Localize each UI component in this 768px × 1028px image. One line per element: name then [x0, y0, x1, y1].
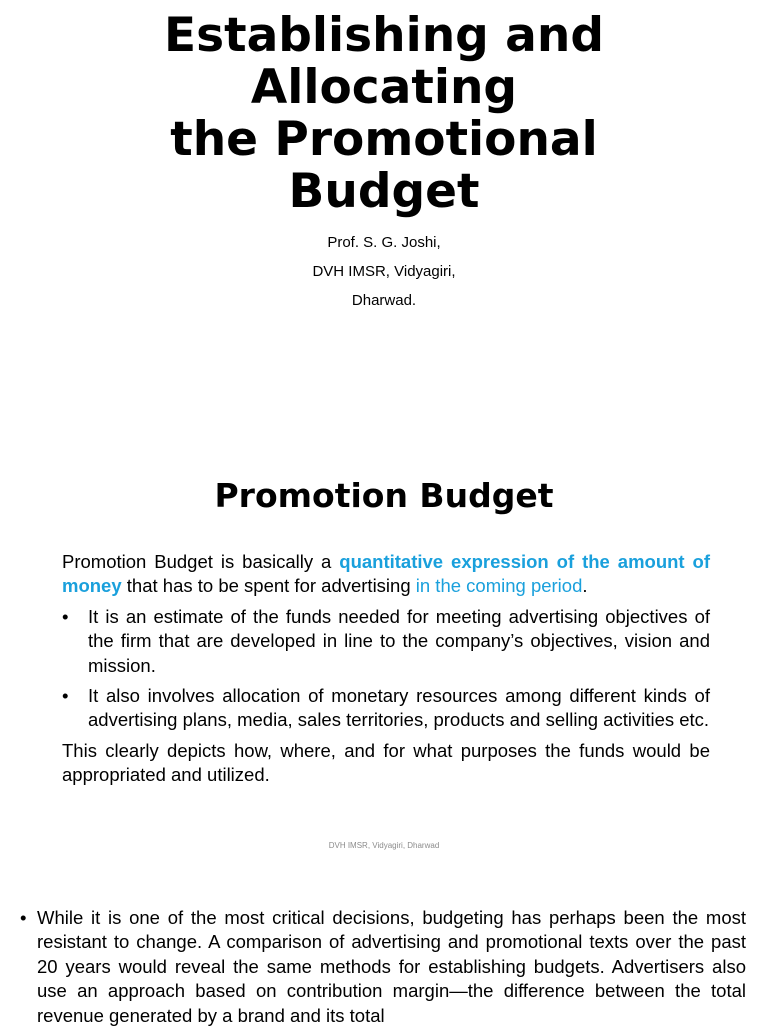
author-city: Dharwad.: [351, 292, 417, 309]
bullet-list: [62, 605, 710, 733]
author-info: [0, 228, 768, 315]
title-slide: [0, 0, 768, 440]
presentation-title: [0, 10, 768, 218]
author-name: Prof. S. G. Joshi,: [327, 234, 441, 251]
highlight-bold-text: quantitative expression of the amount of money: [62, 551, 710, 597]
bullet-icon: •: [20, 907, 27, 928]
title-line: Budget: [288, 164, 480, 219]
slide-footer: DVH IMSR, Vidyagiri, Dharwad: [328, 841, 440, 850]
bullet-text: It is an estimate of the funds needed for meeting advertising objectives of the firm that are developed in line to the company’s objectives, vision and mission.: [88, 605, 710, 676]
intro-text: Promotion Budget is basically a: [62, 551, 340, 572]
promotion-budget-slide: [0, 448, 768, 868]
intro-text: that has to be spent for advertising: [121, 575, 416, 597]
list-item: [62, 605, 710, 678]
budgeting-slide: [0, 868, 768, 1024]
author-institute: DVH IMSR, Vidyagiri,: [312, 263, 456, 280]
slide-title: Promotion Budget: [214, 476, 554, 515]
title-line: Allocating: [250, 60, 518, 115]
intro-paragraph: [62, 550, 710, 599]
highlight-text: in the coming period: [415, 575, 583, 597]
title-line: Establishing and: [164, 8, 604, 63]
bullet-text: While it is one of the most critical decisions, budgeting has perhaps been the most resistant to change. A comparison of advertising and promotional texts over the past 20 years would reveal the same methods for establishing budgets. Advertisers also use an approach based on contribution margin—the difference between the total revenue generated by a brand and its total: [37, 907, 746, 1026]
slide-body: [62, 550, 710, 794]
list-item: [62, 684, 710, 733]
title-line: the Promotional: [170, 112, 598, 167]
bullet-text: It also involves allocation of monetary resources among different kinds of advertising plans, media, sales territories, products and selling activities etc.: [88, 685, 710, 731]
intro-text: .: [582, 575, 588, 597]
closing-paragraph: This clearly depicts how, where, and for what purposes the funds would be appropriated and utilized.: [62, 739, 710, 786]
slide-body: [20, 906, 746, 1028]
bullet-icon: •: [62, 685, 69, 707]
bullet-icon: •: [62, 605, 69, 627]
